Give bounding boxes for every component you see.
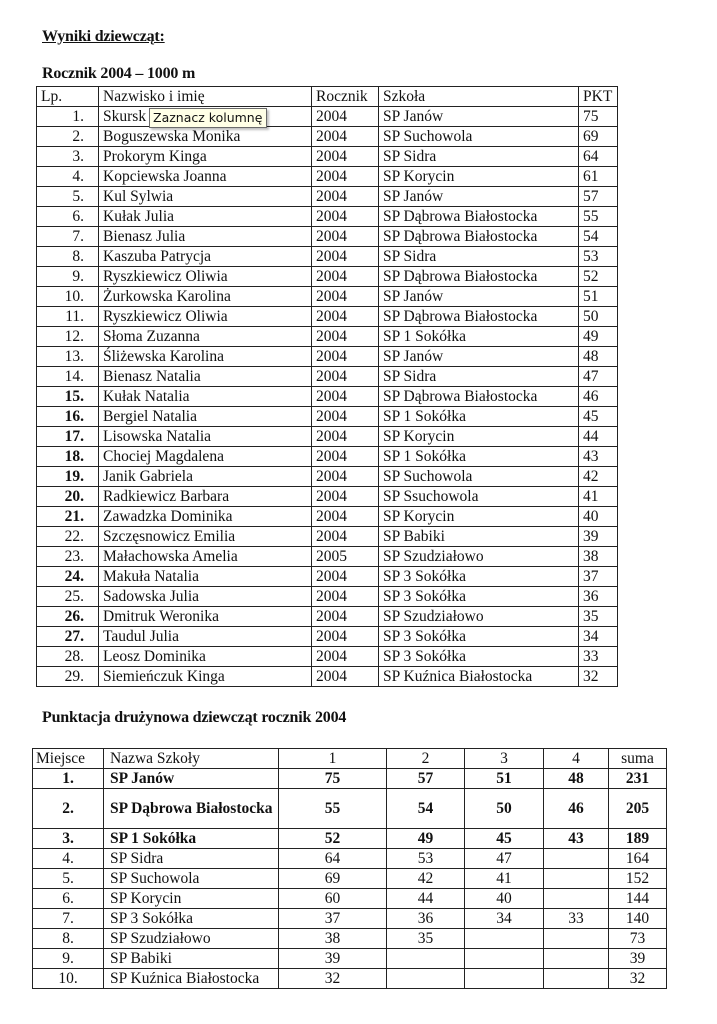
table-row — [37, 467, 618, 487]
school-cell[interactable]: SP Dąbrowa Białostocka — [379, 267, 579, 287]
column-header-pkt[interactable]: PKT — [579, 87, 618, 107]
table-row — [33, 889, 667, 909]
lp-cell[interactable]: 24. — [37, 567, 99, 587]
name-cell[interactable]: Lisowska Natalia — [99, 427, 312, 447]
table-row — [37, 147, 618, 167]
column-header-school[interactable]: Szkoła — [379, 87, 579, 107]
year-cell[interactable]: 2004 — [312, 287, 379, 307]
column-header-year[interactable]: Rocznik — [312, 87, 379, 107]
school-cell[interactable]: SP 1 Sokółka — [379, 447, 579, 467]
table-row — [33, 909, 667, 929]
name-cell[interactable]: Żurkowska Karolina — [99, 287, 312, 307]
column-header-sum[interactable]: suma — [609, 749, 667, 769]
team-results-table — [32, 748, 667, 989]
table-row — [33, 829, 667, 849]
points-cell[interactable]: 69 — [579, 127, 618, 147]
lp-cell[interactable]: 21. — [37, 507, 99, 527]
school-cell[interactable]: SP Szudziałowo — [379, 547, 579, 567]
year-cell[interactable]: 2004 — [312, 527, 379, 547]
table-row — [37, 267, 618, 287]
points-cell[interactable]: 57 — [579, 187, 618, 207]
score-1-cell[interactable]: 52 — [279, 829, 387, 849]
lp-cell[interactable]: 27. — [37, 627, 99, 647]
name-cell[interactable]: Kułak Natalia — [99, 387, 312, 407]
table-row — [33, 929, 667, 949]
points-cell[interactable]: 48 — [579, 347, 618, 367]
school-name-cell[interactable]: SP 1 Sokółka — [104, 829, 279, 849]
table-row — [37, 167, 618, 187]
points-cell[interactable]: 52 — [579, 267, 618, 287]
sum-cell[interactable]: 73 — [609, 929, 667, 949]
score-1-cell[interactable]: 64 — [279, 849, 387, 869]
score-4-cell[interactable] — [544, 929, 609, 949]
name-cell[interactable]: Prokorym Kinga — [99, 147, 312, 167]
lp-cell[interactable]: 2. — [37, 127, 99, 147]
table-row — [37, 287, 618, 307]
table-row — [33, 969, 667, 989]
section-title-individual: Rocznik 2004 – 1000 m — [42, 65, 196, 82]
school-name-cell[interactable]: SP Suchowola — [104, 869, 279, 889]
school-cell[interactable]: SP Sidra — [379, 367, 579, 387]
name-cell[interactable]: Skursk — [99, 107, 312, 127]
column-header-score-3[interactable]: 3 — [465, 749, 544, 769]
points-cell[interactable]: 32 — [579, 667, 618, 687]
score-3-cell[interactable]: 47 — [465, 849, 544, 869]
sum-cell[interactable]: 164 — [609, 849, 667, 869]
score-2-cell[interactable]: 54 — [387, 789, 465, 829]
school-cell[interactable]: SP Dąbrowa Białostocka — [379, 207, 579, 227]
points-cell[interactable]: 40 — [579, 507, 618, 527]
points-cell[interactable]: 44 — [579, 427, 618, 447]
school-cell[interactable]: SP Dąbrowa Białostocka — [379, 387, 579, 407]
school-name-cell[interactable]: SP Korycin — [104, 889, 279, 909]
table-row — [37, 187, 618, 207]
place-cell[interactable]: 9. — [33, 949, 104, 969]
section-title-team: Punktacja drużynowa dziewcząt rocznik 2004 — [42, 709, 347, 726]
sum-cell[interactable]: 144 — [609, 889, 667, 909]
year-cell[interactable]: 2004 — [312, 187, 379, 207]
points-cell[interactable]: 46 — [579, 387, 618, 407]
score-1-cell[interactable]: 39 — [279, 949, 387, 969]
place-cell[interactable]: 7. — [33, 909, 104, 929]
year-cell[interactable]: 2004 — [312, 347, 379, 367]
year-cell[interactable]: 2004 — [312, 467, 379, 487]
name-cell[interactable]: Taudul Julia — [99, 627, 312, 647]
table-row — [37, 667, 618, 687]
lp-cell[interactable]: 26. — [37, 607, 99, 627]
points-cell[interactable]: 61 — [579, 167, 618, 187]
place-cell[interactable]: 4. — [33, 849, 104, 869]
points-cell[interactable]: 38 — [579, 547, 618, 567]
score-2-cell[interactable]: 49 — [387, 829, 465, 849]
points-cell[interactable]: 54 — [579, 227, 618, 247]
name-cell[interactable]: Kułak Julia — [99, 207, 312, 227]
points-cell[interactable]: 50 — [579, 307, 618, 327]
school-cell[interactable]: SP Kuźnica Białostocka — [379, 667, 579, 687]
year-cell[interactable]: 2004 — [312, 407, 379, 427]
table-row — [37, 347, 618, 367]
score-4-cell[interactable] — [544, 889, 609, 909]
name-cell[interactable]: Bienasz Natalia — [99, 367, 312, 387]
school-cell[interactable]: SP Dąbrowa Białostocka — [379, 227, 579, 247]
name-cell[interactable]: Sadowska Julia — [99, 587, 312, 607]
year-cell[interactable]: 2005 — [312, 547, 379, 567]
points-cell[interactable]: 55 — [579, 207, 618, 227]
name-cell[interactable]: Janik Gabriela — [99, 467, 312, 487]
score-3-cell[interactable] — [465, 969, 544, 989]
year-cell[interactable]: 2004 — [312, 127, 379, 147]
year-cell[interactable]: 2004 — [312, 507, 379, 527]
year-cell[interactable]: 2004 — [312, 447, 379, 467]
table-row — [37, 447, 618, 467]
name-cell[interactable]: Szczęsnowicz Emilia — [99, 527, 312, 547]
column-header-place[interactable]: Miejsce — [33, 749, 104, 769]
school-cell[interactable]: SP 3 Sokółka — [379, 627, 579, 647]
year-cell[interactable]: 2004 — [312, 367, 379, 387]
score-3-cell[interactable]: 34 — [465, 909, 544, 929]
year-cell[interactable]: 2004 — [312, 567, 379, 587]
year-cell[interactable]: 2004 — [312, 387, 379, 407]
score-3-cell[interactable] — [465, 929, 544, 949]
sum-cell[interactable]: 39 — [609, 949, 667, 969]
school-cell[interactable]: SP Janów — [379, 347, 579, 367]
document-title: Wyniki dziewcząt: — [42, 28, 165, 45]
name-cell[interactable]: Zawadzka Dominika — [99, 507, 312, 527]
name-cell[interactable]: Leosz Dominika — [99, 647, 312, 667]
name-cell[interactable]: Kopciewska Joanna — [99, 167, 312, 187]
score-4-cell[interactable] — [544, 949, 609, 969]
lp-cell[interactable]: 1. — [37, 107, 99, 127]
year-cell[interactable]: 2004 — [312, 647, 379, 667]
table-row — [37, 407, 618, 427]
score-2-cell[interactable]: 57 — [387, 769, 465, 789]
school-name-cell[interactable]: SP Janów — [104, 769, 279, 789]
lp-cell[interactable]: 9. — [37, 267, 99, 287]
sum-cell[interactable]: 189 — [609, 829, 667, 849]
year-cell[interactable]: 2004 — [312, 267, 379, 287]
lp-cell[interactable]: 18. — [37, 447, 99, 467]
school-cell[interactable]: SP 3 Sokółka — [379, 647, 579, 667]
score-2-cell[interactable] — [387, 969, 465, 989]
lp-cell[interactable]: 28. — [37, 647, 99, 667]
table-row — [37, 507, 618, 527]
year-cell[interactable]: 2004 — [312, 627, 379, 647]
year-cell[interactable]: 2004 — [312, 307, 379, 327]
year-cell[interactable]: 2004 — [312, 327, 379, 347]
school-cell[interactable]: SP Sidra — [379, 147, 579, 167]
points-cell[interactable]: 47 — [579, 367, 618, 387]
school-name-cell[interactable]: SP Dąbrowa Białostocka — [104, 789, 279, 829]
score-1-cell[interactable]: 75 — [279, 769, 387, 789]
table-header-row — [33, 749, 667, 769]
school-cell[interactable]: SP 1 Sokółka — [379, 327, 579, 347]
school-cell[interactable]: SP Janów — [379, 187, 579, 207]
school-name-cell[interactable]: SP Sidra — [104, 849, 279, 869]
school-cell[interactable]: SP 3 Sokółka — [379, 567, 579, 587]
place-cell[interactable]: 5. — [33, 869, 104, 889]
table-row — [37, 207, 618, 227]
school-cell[interactable]: SP Janów — [379, 287, 579, 307]
score-2-cell[interactable]: 53 — [387, 849, 465, 869]
sum-cell[interactable]: 152 — [609, 869, 667, 889]
points-cell[interactable]: 53 — [579, 247, 618, 267]
lp-cell[interactable]: 8. — [37, 247, 99, 267]
table-row — [37, 367, 618, 387]
table-row — [33, 769, 667, 789]
score-1-cell[interactable]: 55 — [279, 789, 387, 829]
score-2-cell[interactable]: 44 — [387, 889, 465, 909]
year-cell[interactable]: 2004 — [312, 247, 379, 267]
lp-cell[interactable]: 3. — [37, 147, 99, 167]
points-cell[interactable]: 45 — [579, 407, 618, 427]
year-cell[interactable]: 2004 — [312, 487, 379, 507]
place-cell[interactable]: 6. — [33, 889, 104, 909]
name-cell[interactable]: Słoma Zuzanna — [99, 327, 312, 347]
lp-cell[interactable]: 15. — [37, 387, 99, 407]
table-row — [37, 247, 618, 267]
school-name-cell[interactable]: SP Szudziałowo — [104, 929, 279, 949]
sum-cell[interactable]: 140 — [609, 909, 667, 929]
score-3-cell[interactable]: 50 — [465, 789, 544, 829]
points-cell[interactable]: 35 — [579, 607, 618, 627]
table-row — [37, 227, 618, 247]
points-cell[interactable]: 36 — [579, 587, 618, 607]
name-cell[interactable]: Boguszewska Monika — [99, 127, 312, 147]
table-row — [33, 869, 667, 889]
score-2-cell[interactable]: 35 — [387, 929, 465, 949]
place-cell[interactable]: 3. — [33, 829, 104, 849]
column-header-lp[interactable]: Lp. — [37, 87, 99, 107]
school-name-cell[interactable]: SP Kuźnica Białostocka — [104, 969, 279, 989]
lp-cell[interactable]: 19. — [37, 467, 99, 487]
score-4-cell[interactable] — [544, 849, 609, 869]
lp-cell[interactable]: 29. — [37, 667, 99, 687]
score-2-cell[interactable]: 42 — [387, 869, 465, 889]
table-row — [37, 427, 618, 447]
score-1-cell[interactable]: 32 — [279, 969, 387, 989]
lp-cell[interactable]: 10. — [37, 287, 99, 307]
name-cell[interactable]: Śliżewska Karolina — [99, 347, 312, 367]
table-row — [33, 789, 667, 829]
table-row — [37, 607, 618, 627]
lp-cell[interactable]: 4. — [37, 167, 99, 187]
school-cell[interactable]: SP Dąbrowa Białostocka — [379, 307, 579, 327]
year-cell[interactable]: 2004 — [312, 427, 379, 447]
name-cell[interactable]: Chociej Magdalena — [99, 447, 312, 467]
lp-cell[interactable]: 12. — [37, 327, 99, 347]
score-3-cell[interactable] — [465, 949, 544, 969]
score-4-cell[interactable]: 33 — [544, 909, 609, 929]
score-4-cell[interactable]: 48 — [544, 769, 609, 789]
school-cell[interactable]: SP Korycin — [379, 427, 579, 447]
table-row — [37, 307, 618, 327]
school-cell[interactable]: SP Korycin — [379, 507, 579, 527]
year-cell[interactable]: 2004 — [312, 227, 379, 247]
table-row — [33, 849, 667, 869]
school-cell[interactable]: SP Korycin — [379, 167, 579, 187]
points-cell[interactable]: 43 — [579, 447, 618, 467]
lp-cell[interactable]: 22. — [37, 527, 99, 547]
score-3-cell[interactable]: 45 — [465, 829, 544, 849]
table-row — [37, 127, 618, 147]
score-4-cell[interactable] — [544, 869, 609, 889]
score-3-cell[interactable]: 51 — [465, 769, 544, 789]
year-cell[interactable]: 2004 — [312, 167, 379, 187]
points-cell[interactable]: 64 — [579, 147, 618, 167]
table-row — [37, 327, 618, 347]
school-cell[interactable]: SP 1 Sokółka — [379, 407, 579, 427]
name-cell[interactable]: Małachowska Amelia — [99, 547, 312, 567]
table-header-row — [37, 87, 618, 107]
year-cell[interactable]: 2004 — [312, 587, 379, 607]
name-cell[interactable]: Makuła Natalia — [99, 567, 312, 587]
lp-cell[interactable]: 13. — [37, 347, 99, 367]
table-row — [37, 527, 618, 547]
select-column-tooltip: Zaznacz kolumnę — [149, 108, 267, 128]
school-cell[interactable]: SP Ssuchowola — [379, 487, 579, 507]
school-cell[interactable]: SP Babiki — [379, 527, 579, 547]
score-4-cell[interactable]: 46 — [544, 789, 609, 829]
table-row — [37, 487, 618, 507]
lp-cell[interactable]: 17. — [37, 427, 99, 447]
year-cell[interactable]: 2004 — [312, 207, 379, 227]
lp-cell[interactable]: 14. — [37, 367, 99, 387]
name-cell[interactable]: Radkiewicz Barbara — [99, 487, 312, 507]
school-cell[interactable]: SP Szudziałowo — [379, 607, 579, 627]
lp-cell[interactable]: 11. — [37, 307, 99, 327]
lp-cell[interactable]: 16. — [37, 407, 99, 427]
name-cell[interactable]: Kaszuba Patrycja — [99, 247, 312, 267]
place-cell[interactable]: 8. — [33, 929, 104, 949]
place-cell[interactable]: 2. — [33, 789, 104, 829]
column-header-name[interactable]: Nazwisko i imię — [99, 87, 312, 107]
score-1-cell[interactable]: 38 — [279, 929, 387, 949]
school-name-cell[interactable]: SP 3 Sokółka — [104, 909, 279, 929]
column-header-score-4[interactable]: 4 — [544, 749, 609, 769]
score-1-cell[interactable]: 37 — [279, 909, 387, 929]
lp-cell[interactable]: 6. — [37, 207, 99, 227]
score-2-cell[interactable] — [387, 949, 465, 969]
sum-cell[interactable]: 32 — [609, 969, 667, 989]
table-row — [37, 587, 618, 607]
school-cell[interactable]: SP 3 Sokółka — [379, 587, 579, 607]
points-cell[interactable]: 41 — [579, 487, 618, 507]
score-3-cell[interactable]: 41 — [465, 869, 544, 889]
column-header-score-1[interactable]: 1 — [279, 749, 387, 769]
name-cell[interactable]: Bienasz Julia — [99, 227, 312, 247]
place-cell[interactable]: 1. — [33, 769, 104, 789]
name-cell[interactable]: Ryszkiewicz Oliwia — [99, 307, 312, 327]
points-cell[interactable]: 37 — [579, 567, 618, 587]
column-header-score-2[interactable]: 2 — [387, 749, 465, 769]
lp-cell[interactable]: 20. — [37, 487, 99, 507]
points-cell[interactable]: 51 — [579, 287, 618, 307]
sum-cell[interactable]: 231 — [609, 769, 667, 789]
school-name-cell[interactable]: SP Babiki — [104, 949, 279, 969]
points-cell[interactable]: 39 — [579, 527, 618, 547]
table-row — [37, 547, 618, 567]
column-header-school-name[interactable]: Nazwa Szkoły — [104, 749, 279, 769]
lp-cell[interactable]: 7. — [37, 227, 99, 247]
lp-cell[interactable]: 5. — [37, 187, 99, 207]
score-1-cell[interactable]: 60 — [279, 889, 387, 909]
place-cell[interactable]: 10. — [33, 969, 104, 989]
year-cell[interactable]: 2004 — [312, 607, 379, 627]
school-cell[interactable]: SP Sidra — [379, 247, 579, 267]
school-cell[interactable]: SP Suchowola — [379, 127, 579, 147]
table-row — [37, 627, 618, 647]
table-row — [37, 647, 618, 667]
table-row — [37, 387, 618, 407]
points-cell[interactable]: 34 — [579, 627, 618, 647]
school-cell[interactable]: SP Suchowola — [379, 467, 579, 487]
points-cell[interactable]: 75 — [579, 107, 618, 127]
name-cell[interactable]: Dmitruk Weronika — [99, 607, 312, 627]
score-1-cell[interactable]: 69 — [279, 869, 387, 889]
individual-results-table — [36, 86, 618, 687]
points-cell[interactable]: 33 — [579, 647, 618, 667]
year-cell[interactable]: 2004 — [312, 667, 379, 687]
name-cell[interactable]: Siemieńczuk Kinga — [99, 667, 312, 687]
points-cell[interactable]: 49 — [579, 327, 618, 347]
table-row — [37, 567, 618, 587]
name-cell[interactable]: Ryszkiewicz Oliwia — [99, 267, 312, 287]
score-4-cell[interactable]: 43 — [544, 829, 609, 849]
school-cell[interactable]: SP Janów — [379, 107, 579, 127]
table-row — [33, 949, 667, 969]
lp-cell[interactable]: 25. — [37, 587, 99, 607]
year-cell[interactable]: 2004 — [312, 107, 379, 127]
score-2-cell[interactable]: 36 — [387, 909, 465, 929]
name-cell[interactable]: Bergiel Natalia — [99, 407, 312, 427]
year-cell[interactable]: 2004 — [312, 147, 379, 167]
table-row — [37, 107, 618, 127]
name-cell[interactable]: Kul Sylwia — [99, 187, 312, 207]
score-4-cell[interactable] — [544, 969, 609, 989]
lp-cell[interactable]: 23. — [37, 547, 99, 567]
sum-cell[interactable]: 205 — [609, 789, 667, 829]
score-3-cell[interactable]: 40 — [465, 889, 544, 909]
points-cell[interactable]: 42 — [579, 467, 618, 487]
